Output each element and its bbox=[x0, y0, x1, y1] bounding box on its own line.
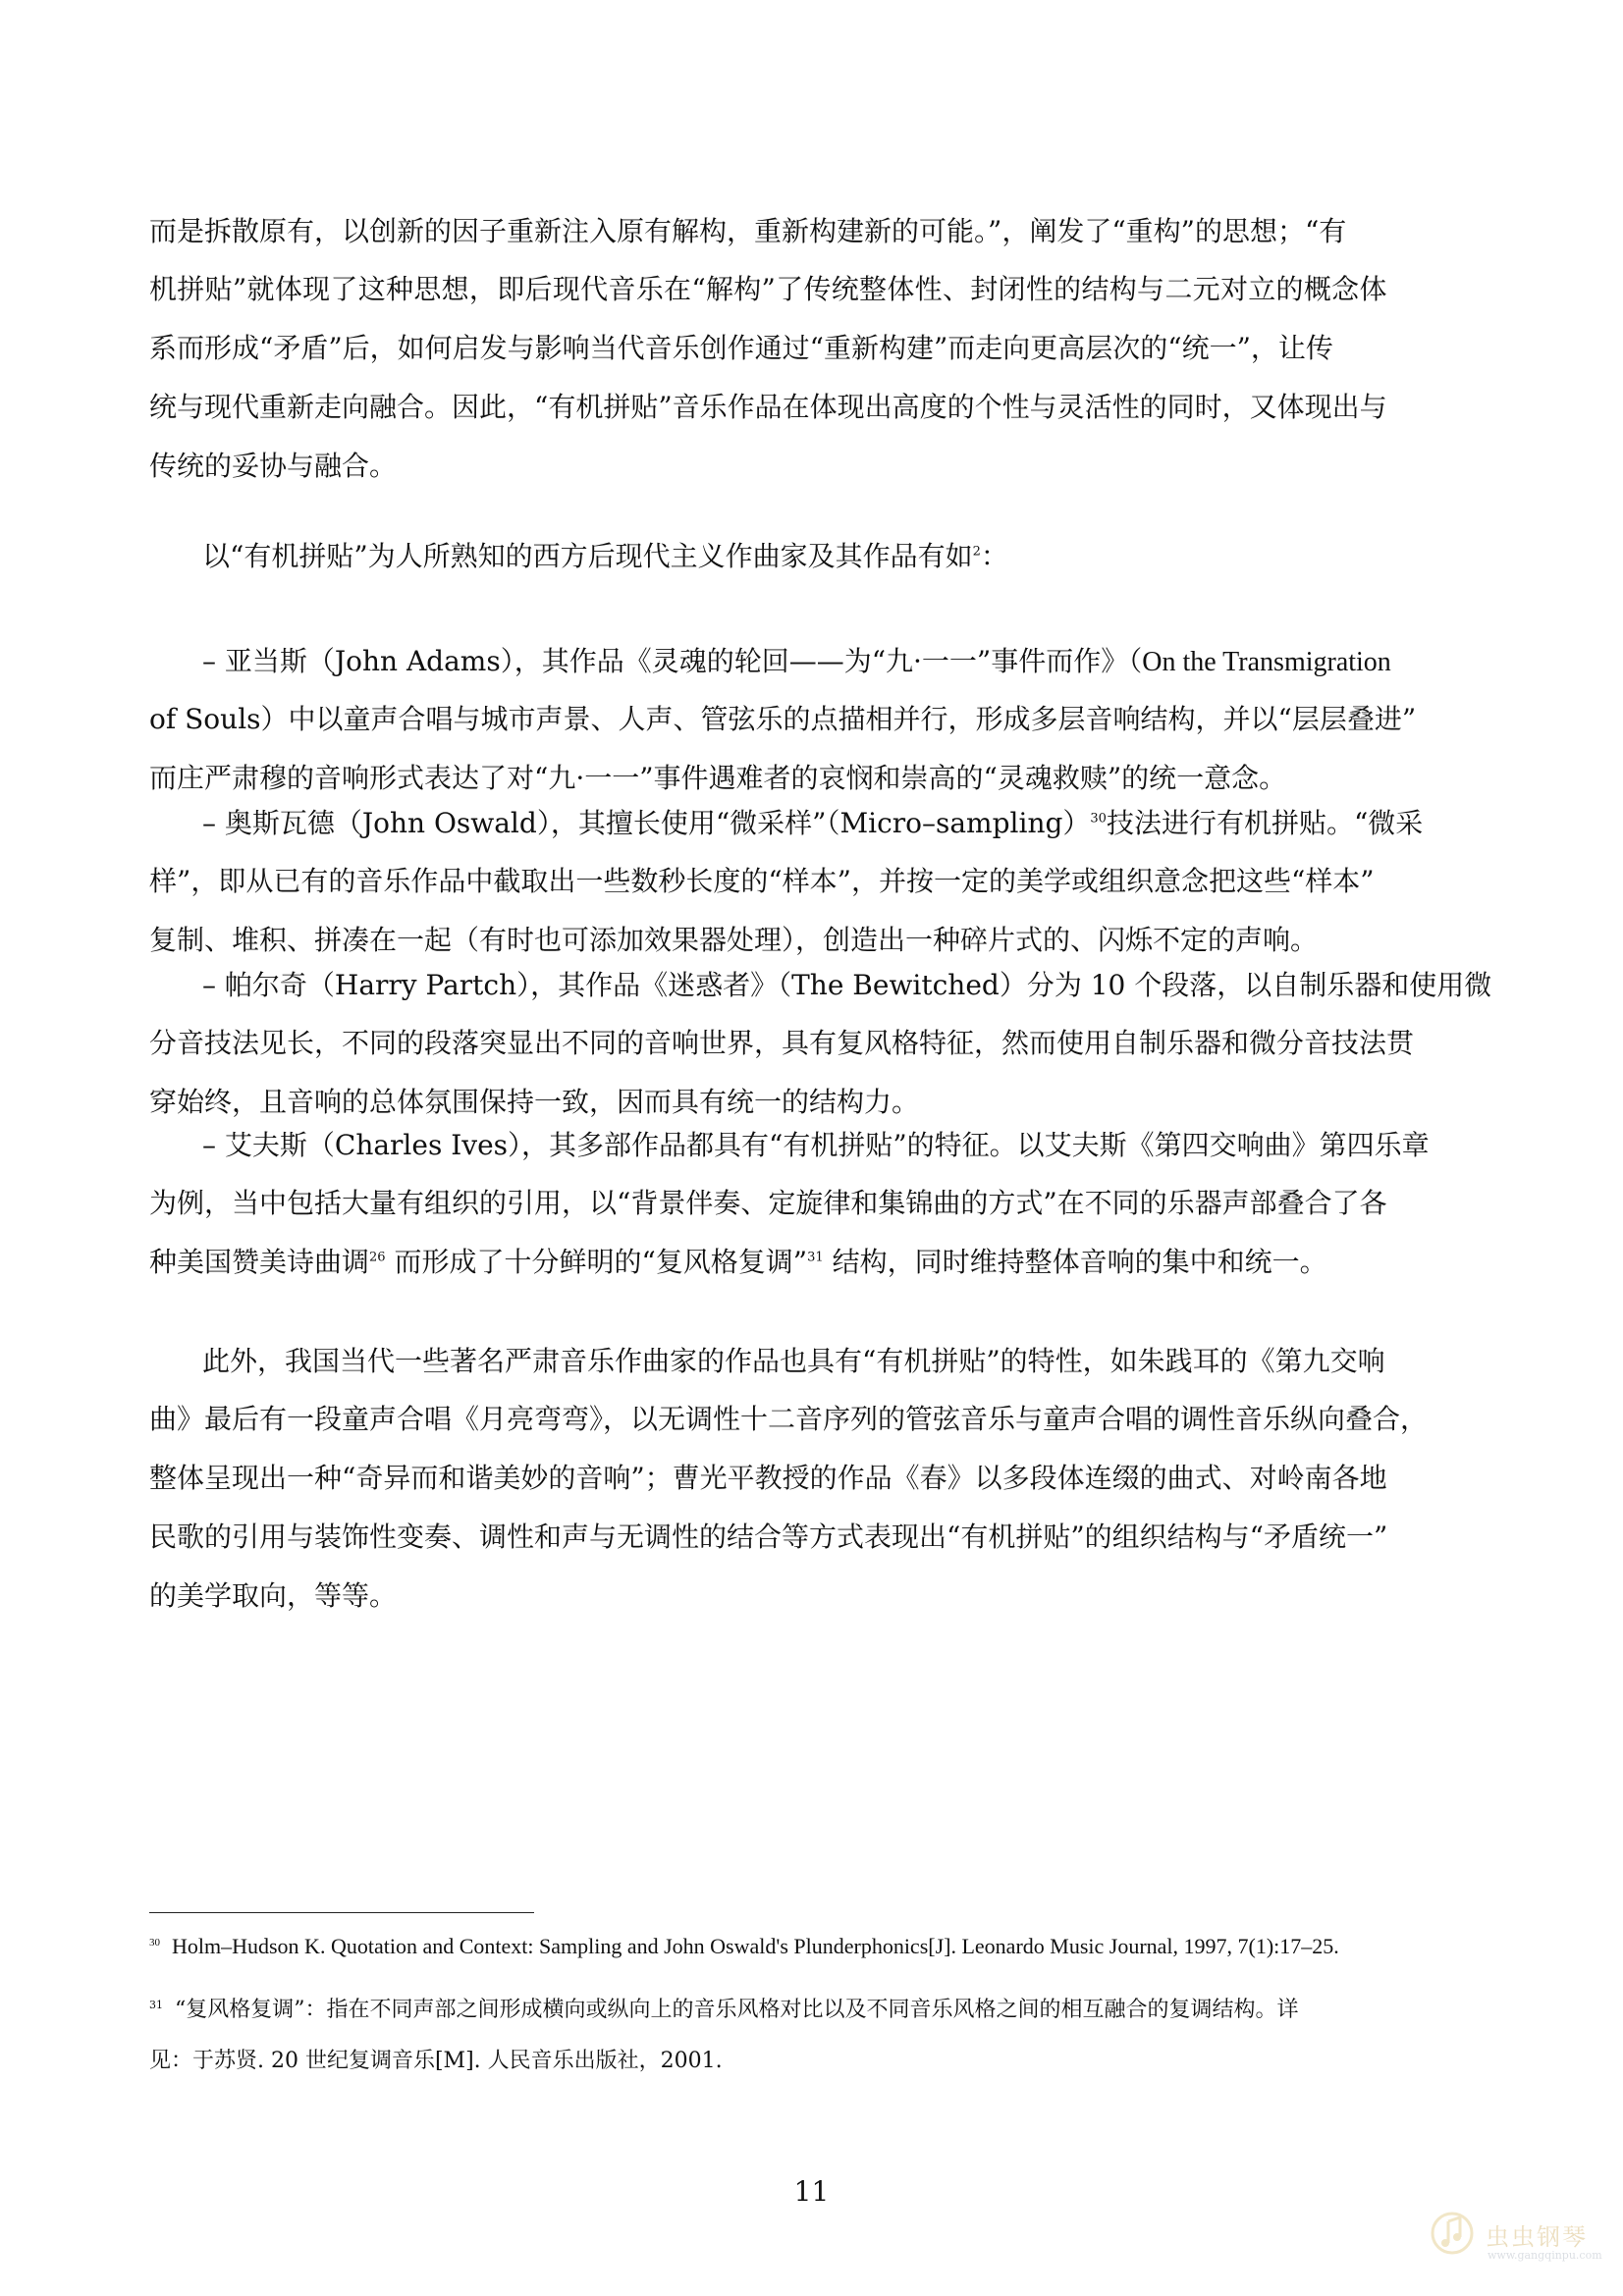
footnote-number: 31 bbox=[149, 1998, 163, 2011]
footnote-text: Holm–Hudson K. Quotation and Context: Sampling and John Oswald's Plunderphonics[J]. Leonardo Music Journal, 1997, 7(1):17–25. bbox=[172, 1934, 1339, 1958]
intro-colon: ： bbox=[980, 540, 1008, 572]
text-line: 而庄严肃穆的音响形式表达了对“九·一一”事件遇难者的哀悯和崇高的“灵魂救赎”的统一意念。 bbox=[149, 762, 1287, 794]
footnote-number: 30 bbox=[149, 1936, 160, 1949]
footnote-ref: 30 bbox=[1090, 811, 1107, 827]
text-line: 民歌的引用与装饰性变奏、调性和声与无调性的结合等方式表现出“有机拼贴”的组织结构与“矛盾统一” bbox=[149, 1521, 1388, 1553]
text-line: 传统的妥协与融合。 bbox=[149, 450, 398, 482]
watermark-text: 虫虫钢琴 bbox=[1486, 2223, 1588, 2251]
music-note-icon bbox=[1429, 2204, 1478, 2263]
text-line: – 帕尔奇（Harry Partch），其作品《迷惑者》（The Bewitched）分为 10 个段落，以自制乐器和使用微 bbox=[202, 969, 1492, 1001]
text-line: 而是拆散原有，以创新的因子重新注入原有解构，重新构建新的可能。”，阐发了“重构”的思想；“有 bbox=[149, 215, 1347, 247]
text-line: – 奥斯瓦德（John Oswald），其擅长使用“微采样”（Micro–sampling）$^{30}$技法进行有机拼贴。“微采 bbox=[202, 807, 1424, 839]
intro-text: 以“有机拼贴”为人所熟知的西方后现代主义作曲家及其作品有如 bbox=[202, 540, 973, 572]
footnote-ref: 31 bbox=[807, 1250, 824, 1265]
text-line: of Souls）中以童声合唱与城市声景、人声、管弦乐的点描相并行，形成多层音响结构，并以“层层叠进” bbox=[149, 703, 1417, 735]
text-line: – 亚当斯（John Adams），其作品《灵魂的轮回——为“九·一一”事件而作》（On the Transmigration bbox=[202, 645, 1391, 677]
text-line: 机拼贴”就体现了这种思想，即后现代音乐在“解构”了传统整体性、封闭性的结构与二元对立的概念体 bbox=[149, 273, 1387, 305]
text-line bbox=[202, 540, 1008, 572]
footnote-text: “复风格复调”：指在不同声部之间形成横向或纵向上的音乐风格对比以及不同音乐风格之间的相互融合的复调结构。详 bbox=[175, 1998, 1299, 2022]
footnote-text: 见：于苏贤. 20 世纪复调音乐[M]. 人民音乐出版社，2001. bbox=[149, 2049, 723, 2073]
text-line: 曲》最后有一段童声合唱《月亮弯弯》，以无调性十二音序列的管弦音乐与童声合唱的调性音乐纵向叠合， bbox=[149, 1403, 1429, 1435]
watermark-url: www.gangqinpu.com bbox=[1488, 2249, 1602, 2262]
watermark-logo bbox=[1429, 2204, 1602, 2263]
text-line: 此外，我国当代一些著名严肃音乐作曲家的作品也具有“有机拼贴”的特性，如朱践耳的《第九交响 bbox=[202, 1345, 1385, 1377]
text-line: 统与现代重新走向融合。因此，“有机拼贴”音乐作品在体现出高度的个性与灵活性的同时，又体现出与 bbox=[149, 391, 1387, 423]
text-line: 系而形成“矛盾”后，如何启发与影响当代音乐创作通过“重新构建”而走向更高层次的“统一”，让传 bbox=[149, 332, 1333, 364]
text-line: 复制、堆积、拼凑在一起（有时也可添加效果器处理），创造出一种碎片式的、闪烁不定的声响。 bbox=[149, 924, 1319, 956]
footnote-ref: 26 bbox=[369, 1250, 386, 1265]
page-number: 11 bbox=[793, 2175, 830, 2208]
text-line: 分音技法见长，不同的段落突显出不同的音响世界，具有复风格特征，然而使用自制乐器和微分音技法贯 bbox=[149, 1027, 1415, 1059]
footnote-divider bbox=[149, 1912, 534, 1913]
text-line: 的美学取向，等等。 bbox=[149, 1579, 398, 1612]
text-line: – 艾夫斯（Charles Ives），其多部作品都具有“有机拼贴”的特征。以艾夫斯《第四交响曲》第四乐章 bbox=[202, 1129, 1430, 1161]
text-line: 样”，即从已有的音乐作品中截取出一些数秒长度的“样本”，并按一定的美学或组织意念把这些“样本” bbox=[149, 865, 1375, 897]
footnote-ref: 2 bbox=[972, 544, 981, 560]
text-line: 穿始终，且音响的总体氛围保持一致，因而具有统一的结构力。 bbox=[149, 1086, 920, 1118]
text-line: 为例，当中包括大量有组织的引用，以“背景伴奏、定旋律和集锦曲的方式”在不同的乐器声部叠合了各 bbox=[149, 1187, 1387, 1219]
text-line: 整体呈现出一种“奇异而和谐美妙的音响”；曹光平教授的作品《春》以多段体连缀的曲式、对岭南各地 bbox=[149, 1462, 1387, 1494]
text-line: 种美国赞美诗曲调$^{26}$ 而形成了十分鲜明的“复风格复调”$^{31}$ 结构，同时维持整体音响的集中和统一。 bbox=[149, 1246, 1327, 1278]
